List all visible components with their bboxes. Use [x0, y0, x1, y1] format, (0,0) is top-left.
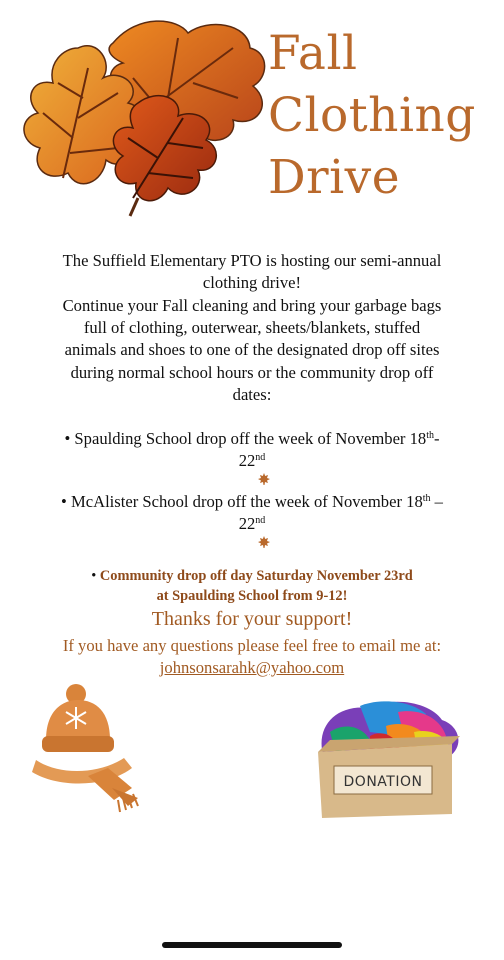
- dropoff-spaulding: [0, 428, 504, 450]
- title-line-fall: Fall: [268, 26, 358, 81]
- title-line-drive: Drive: [268, 150, 401, 205]
- bullet: •: [64, 429, 71, 448]
- date-number: 22: [238, 514, 256, 533]
- ordinal-suffix: th: [426, 430, 434, 441]
- intro-line: clothing drive!: [202, 273, 302, 292]
- email-link[interactable]: johnsonsarahk@yahoo.com: [159, 658, 345, 677]
- community-text: Community drop off day Saturday November 23rd: [99, 568, 413, 584]
- intro-line: during normal school hours or the community drop off: [70, 363, 434, 382]
- date-number: 22: [238, 451, 256, 470]
- intro-line: full of clothing, outerwear, sheets/blankets, stuffed: [83, 318, 421, 337]
- winter-hat-scarf-illustration: [28, 680, 160, 815]
- intro-line: dates:: [232, 385, 272, 404]
- intro-line: Continue your Fall cleaning and bring your garbage bags: [62, 296, 442, 315]
- ordinal-suffix: th: [422, 493, 431, 504]
- autumn-leaves-illustration: [18, 8, 280, 218]
- dropoff-spaulding-date: [0, 450, 504, 472]
- ordinal-suffix: nd: [255, 452, 266, 463]
- title-line-clothing: Clothing: [268, 88, 476, 143]
- dropoff-mcalister: [0, 491, 504, 513]
- intro-line: animals and shoes to one of the designated drop off sites: [64, 340, 440, 359]
- donation-label: DONATION: [343, 774, 423, 790]
- dropoff-text: McAlister School drop off the week of November 18: [70, 492, 423, 511]
- thanks-message: Thanks for your support!: [151, 608, 353, 630]
- dropoff-text: Spaulding School drop off the week of November 18: [74, 429, 427, 448]
- home-indicator[interactable]: [162, 942, 342, 948]
- ordinal-suffix: nd: [255, 515, 266, 526]
- dash: –: [430, 492, 443, 511]
- community-dropoff-line2: at Spaulding School from 9-12!: [156, 588, 348, 604]
- dash: -: [434, 429, 440, 448]
- donation-box-illustration: [300, 692, 470, 820]
- bullet: •: [61, 492, 67, 511]
- maple-leaf-icon: [258, 536, 270, 548]
- intro-line: The Suffield Elementary PTO is hosting our semi-annual: [62, 251, 442, 270]
- bullet: •: [91, 568, 97, 584]
- question-text: If you have any questions please feel free to email me at:: [62, 636, 442, 655]
- dropoff-mcalister-date: [0, 513, 504, 535]
- maple-leaf-icon: [258, 473, 270, 485]
- community-dropoff-line1: [0, 566, 504, 586]
